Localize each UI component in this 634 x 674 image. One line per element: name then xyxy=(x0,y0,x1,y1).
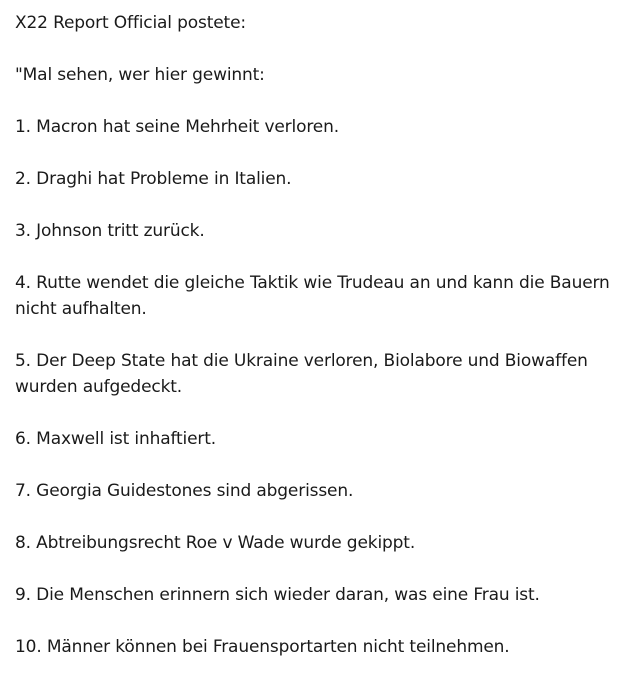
intro-text: "Mal sehen, wer hier gewinnt: xyxy=(15,65,265,85)
list-item-10: 10. Männer können bei Frauensportarten nicht teilnehmen. xyxy=(15,637,510,657)
list-item-8: 8. Abtreibungsrecht Roe v Wade wurde gekippt. xyxy=(15,533,416,553)
list-item-3: 3. Johnson tritt zurück. xyxy=(15,221,205,241)
post-content xyxy=(15,10,625,660)
list-item-7: 7. Georgia Guidestones sind abgerissen. xyxy=(15,481,354,501)
list-item-5: 5. Der Deep State hat die Ukraine verloren, Biolabore und Biowaffen wurden aufgedeckt. xyxy=(15,351,588,397)
list-item-2: 2. Draghi hat Probleme in Italien. xyxy=(15,169,292,189)
list-item-9: 9. Die Menschen erinnern sich wieder daran, was eine Frau ist. xyxy=(15,585,540,605)
list-item-6: 6. Maxwell ist inhaftiert. xyxy=(15,429,217,449)
author-line: X22 Report Official postete: xyxy=(15,13,246,33)
list-item-4: 4. Rutte wendet die gleiche Taktik wie Trudeau an und kann die Bauern nicht aufhalten. xyxy=(15,273,610,319)
list-item-1: 1. Macron hat seine Mehrheit verloren. xyxy=(15,117,339,137)
